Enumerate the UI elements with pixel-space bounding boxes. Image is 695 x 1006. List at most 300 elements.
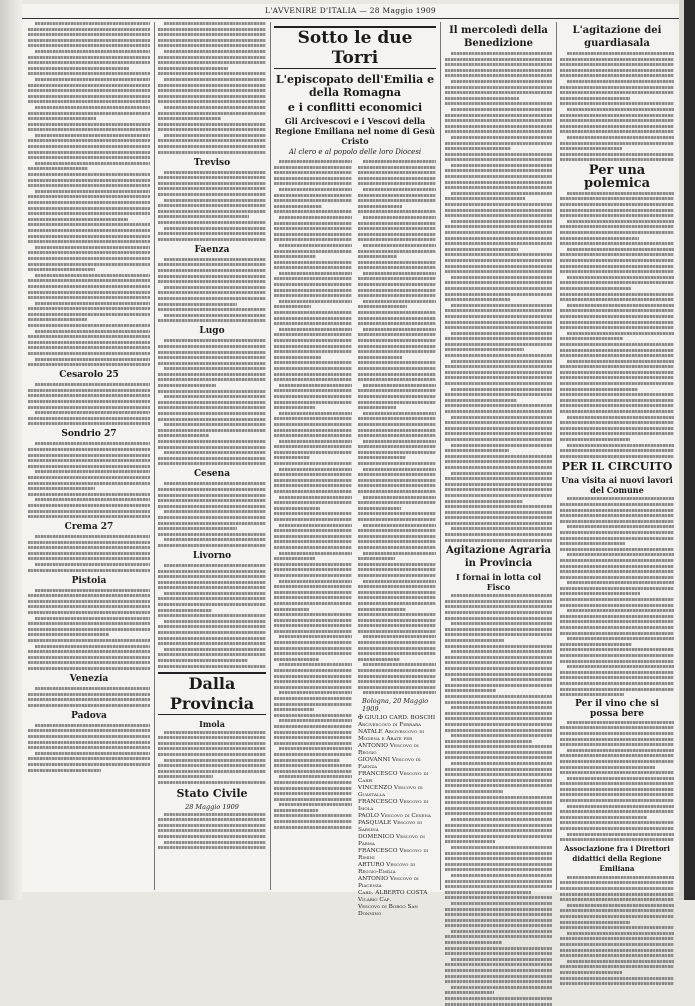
text-line — [445, 237, 552, 240]
illegible-text-block — [158, 564, 266, 668]
text-line — [445, 209, 552, 212]
text-line — [358, 171, 436, 174]
text-line — [274, 423, 352, 426]
text-line — [274, 311, 352, 314]
text-line — [560, 371, 674, 374]
text-line — [560, 760, 674, 763]
text-line — [445, 421, 552, 424]
text-line — [445, 617, 552, 620]
text-line — [28, 628, 150, 631]
text-line — [363, 300, 436, 303]
text-line — [28, 656, 150, 659]
text-line — [158, 28, 266, 31]
text-line — [445, 952, 552, 955]
text-line — [445, 142, 552, 145]
text-line — [274, 529, 352, 532]
text-line — [445, 91, 552, 94]
text-line — [560, 926, 674, 929]
text-line — [358, 266, 436, 269]
text-line — [560, 63, 674, 66]
text-line — [445, 365, 552, 368]
text-line — [445, 689, 496, 692]
text-line — [560, 893, 674, 896]
text-line — [358, 238, 436, 241]
text-line — [358, 345, 436, 348]
text-line — [560, 949, 674, 952]
text-line — [28, 735, 150, 738]
newspaper-page — [22, 4, 679, 918]
text-line — [274, 535, 352, 538]
text-line — [445, 840, 495, 843]
text-line — [279, 244, 352, 247]
text-line — [158, 457, 266, 460]
heading-lugo: Lugo — [199, 326, 225, 337]
text-line — [445, 605, 552, 608]
text-line — [35, 411, 150, 414]
text-line — [445, 438, 552, 441]
text-line — [158, 665, 266, 668]
text-line — [358, 166, 436, 169]
heading-crema: Crema 27 — [64, 522, 114, 533]
text-line — [279, 440, 352, 443]
text-line — [279, 580, 352, 583]
text-line — [274, 361, 352, 364]
text-line — [560, 388, 638, 391]
text-line — [279, 663, 352, 666]
column-4 — [445, 22, 552, 888]
text-line — [358, 675, 436, 678]
text-line — [363, 691, 436, 694]
text-line — [274, 283, 352, 286]
text-line — [445, 393, 552, 396]
text-line — [560, 954, 674, 957]
text-line — [358, 350, 436, 353]
column-5 — [560, 22, 674, 888]
text-line — [279, 412, 352, 415]
section-title-dalla-provincia: Dalla Provincia — [158, 672, 266, 715]
text-line — [158, 232, 266, 235]
text-line — [560, 214, 674, 217]
text-line — [445, 667, 552, 670]
text-line — [358, 199, 436, 202]
text-line — [28, 363, 150, 366]
text-line — [28, 318, 87, 321]
text-line — [358, 311, 436, 314]
text-line — [158, 462, 266, 465]
text-line — [274, 568, 352, 571]
text-line — [28, 207, 150, 210]
text-line — [28, 112, 150, 115]
text-line — [445, 913, 552, 916]
text-line — [560, 782, 674, 785]
text-line — [445, 321, 552, 324]
text-line — [274, 456, 310, 459]
text-line — [560, 382, 674, 385]
article-title-2: e i conflitti economici — [287, 101, 423, 114]
text-line — [28, 296, 150, 299]
text-line — [164, 813, 266, 816]
text-line — [158, 263, 266, 266]
text-line — [560, 449, 674, 452]
text-line — [274, 703, 352, 706]
text-line — [560, 337, 623, 340]
text-line — [35, 724, 150, 727]
text-line — [164, 134, 266, 137]
text-line — [560, 909, 674, 912]
text-line — [445, 119, 552, 122]
text-line — [445, 924, 552, 927]
text-line — [445, 158, 552, 161]
text-line — [358, 417, 436, 420]
text-line — [567, 136, 674, 139]
text-line — [158, 488, 266, 491]
text-line — [560, 321, 674, 324]
text-line — [279, 496, 352, 499]
text-line — [363, 635, 436, 638]
signer-line: VINCENZO Vescovo di Guastalla — [358, 785, 423, 799]
text-line — [158, 418, 266, 421]
text-line — [35, 498, 150, 501]
article-title: L'episcopato dell'Emilia e della Romagna — [275, 73, 435, 99]
text-line — [158, 614, 266, 617]
text-line — [158, 770, 266, 773]
text-line — [28, 39, 150, 42]
heading-agitazione-agraria: Agitazione Agraria in Provincia — [446, 545, 551, 570]
text-line — [28, 557, 150, 560]
text-line — [358, 261, 436, 264]
text-line — [164, 78, 266, 81]
text-line — [28, 218, 128, 221]
text-line — [35, 50, 150, 53]
text-line — [164, 564, 266, 567]
text-line — [560, 293, 674, 296]
text-line — [358, 619, 436, 622]
heading-guardiasala: L'agitazione dei guardiasala — [572, 25, 662, 49]
text-line — [560, 838, 674, 841]
text-line — [164, 423, 266, 426]
text-line — [445, 494, 552, 497]
text-line — [445, 695, 552, 698]
text-line — [451, 818, 552, 821]
text-line — [274, 563, 352, 566]
text-line — [560, 971, 622, 974]
illegible-text-block — [158, 22, 266, 154]
text-line — [451, 472, 552, 475]
text-line — [560, 259, 674, 262]
text-line — [158, 586, 266, 589]
text-line — [451, 136, 552, 139]
text-line — [274, 473, 352, 476]
text-line — [158, 128, 266, 131]
text-line — [274, 619, 352, 622]
text-line — [445, 801, 552, 804]
text-line — [445, 756, 552, 759]
text-line — [358, 602, 436, 605]
text-line — [445, 779, 552, 782]
text-line — [28, 448, 150, 451]
text-line — [560, 514, 674, 517]
text-line — [358, 462, 436, 465]
text-line — [158, 61, 266, 64]
text-line — [445, 633, 552, 636]
text-line — [274, 814, 352, 817]
text-line — [158, 291, 266, 294]
text-line — [560, 404, 674, 407]
text-line — [560, 509, 674, 512]
text-line — [158, 215, 249, 218]
text-line — [35, 190, 150, 193]
text-line — [274, 680, 352, 683]
text-line — [451, 902, 552, 905]
text-line — [358, 563, 436, 566]
text-line — [445, 97, 519, 100]
text-line — [279, 216, 352, 219]
text-line — [358, 669, 436, 672]
text-line — [560, 587, 674, 590]
text-line — [35, 383, 150, 386]
text-line — [279, 691, 352, 694]
text-line — [274, 658, 319, 661]
text-line — [560, 542, 625, 545]
text-line — [158, 145, 266, 148]
text-line — [164, 22, 266, 25]
text-line — [158, 319, 266, 322]
text-line — [445, 768, 552, 771]
text-line — [274, 798, 352, 801]
text-line — [158, 204, 266, 207]
text-line — [274, 602, 352, 605]
text-line — [28, 117, 96, 120]
text-line — [28, 605, 150, 608]
heading-benedizione: Il mercoledì della Benedizione — [449, 25, 548, 49]
text-line — [567, 932, 674, 935]
text-line — [445, 611, 552, 614]
text-line — [445, 326, 552, 329]
text-line — [567, 108, 674, 111]
text-line — [445, 455, 552, 458]
text-line — [363, 496, 436, 499]
text-line — [567, 525, 674, 528]
text-line — [28, 184, 150, 187]
text-line — [28, 569, 150, 572]
text-line — [274, 401, 352, 404]
text-line — [28, 394, 150, 397]
text-line — [567, 444, 674, 447]
text-line — [445, 807, 552, 810]
text-line — [445, 947, 552, 950]
text-line — [560, 565, 674, 568]
text-line — [28, 459, 150, 462]
text-line — [445, 343, 552, 346]
text-line — [274, 389, 352, 392]
text-line — [445, 63, 552, 66]
text-line — [274, 406, 315, 409]
text-line — [358, 361, 436, 364]
text-line — [363, 468, 436, 471]
text-line — [274, 725, 352, 728]
text-line — [567, 52, 674, 55]
text-line — [358, 367, 436, 370]
text-line — [560, 130, 674, 133]
text-line — [158, 642, 266, 645]
text-line — [274, 429, 352, 432]
text-line — [560, 142, 674, 145]
illegible-text-block — [158, 813, 266, 850]
text-line — [28, 622, 150, 625]
text-line — [164, 538, 266, 541]
text-line — [158, 44, 266, 47]
text-line — [158, 631, 266, 634]
text-line — [445, 511, 552, 514]
text-line — [274, 540, 352, 543]
text-line — [28, 763, 150, 766]
text-line — [358, 518, 436, 521]
text-line — [279, 468, 352, 471]
text-line — [445, 829, 552, 832]
text-line — [274, 166, 352, 169]
text-line — [274, 210, 352, 213]
text-line — [164, 841, 266, 844]
text-line — [279, 300, 352, 303]
text-line — [358, 529, 436, 532]
text-line — [35, 752, 150, 755]
text-line — [451, 52, 552, 55]
illegible-text-block — [158, 482, 266, 547]
text-line — [164, 451, 266, 454]
text-line — [158, 308, 266, 311]
text-line — [28, 72, 150, 75]
text-line — [358, 546, 436, 549]
text-line — [560, 281, 674, 284]
text-line — [358, 194, 436, 197]
text-line — [445, 466, 552, 469]
text-line — [451, 108, 552, 111]
text-line — [274, 697, 352, 700]
illegible-text-block — [560, 721, 674, 841]
text-line — [358, 624, 436, 627]
text-line — [28, 417, 150, 420]
text-line — [28, 313, 150, 316]
text-line — [358, 356, 402, 359]
text-line — [445, 399, 517, 402]
text-line — [358, 490, 436, 493]
text-line — [358, 680, 436, 683]
text-line — [358, 401, 436, 404]
text-line — [158, 193, 266, 196]
text-line — [158, 527, 237, 530]
text-line — [158, 846, 266, 849]
text-line — [274, 820, 352, 823]
text-line — [358, 535, 436, 538]
heading-cesena: Cesena — [193, 469, 231, 480]
text-line — [158, 581, 266, 584]
text-line — [158, 303, 237, 306]
text-line — [274, 669, 352, 672]
illegible-text-block — [28, 589, 150, 670]
text-line — [445, 745, 552, 748]
text-line — [560, 86, 674, 89]
text-line — [274, 490, 352, 493]
text-line — [158, 653, 266, 656]
text-line — [445, 975, 552, 978]
text-line — [358, 227, 436, 230]
text-line — [274, 652, 352, 655]
illegible-text-block — [28, 724, 150, 772]
text-line — [451, 734, 552, 737]
text-line — [560, 231, 674, 234]
text-line — [274, 333, 352, 336]
text-line — [158, 139, 266, 142]
text-line — [164, 510, 266, 513]
signers-list — [358, 715, 436, 918]
text-line — [445, 673, 552, 676]
text-line — [158, 373, 266, 376]
text-line — [164, 482, 266, 485]
text-line — [451, 444, 552, 447]
text-line — [274, 826, 352, 829]
text-line — [560, 982, 674, 985]
text-line — [28, 650, 150, 653]
text-line — [363, 663, 436, 666]
text-line — [567, 904, 674, 907]
text-line — [358, 540, 436, 543]
text-line — [358, 373, 436, 376]
heading-stato-civile: Stato Civile — [176, 786, 248, 800]
text-line — [560, 965, 674, 968]
text-line — [35, 563, 150, 566]
text-line — [358, 406, 396, 409]
text-line — [560, 898, 674, 901]
text-line — [451, 594, 552, 597]
text-line — [560, 693, 624, 696]
text-line — [445, 214, 552, 217]
text-line — [445, 231, 552, 234]
text-line — [445, 997, 552, 1000]
text-line — [164, 620, 266, 623]
text-line — [358, 177, 436, 180]
text-line — [158, 434, 209, 437]
text-line — [560, 643, 632, 646]
text-line — [363, 440, 436, 443]
text-line — [445, 941, 502, 944]
column-rule — [556, 22, 557, 890]
signer-line: PAOLO Vescovo di Cesena — [358, 813, 431, 820]
text-line — [274, 255, 316, 258]
text-line — [560, 147, 622, 150]
text-line — [567, 665, 674, 668]
text-line — [158, 570, 266, 573]
text-line — [28, 263, 150, 266]
text-line — [445, 857, 552, 860]
text-line — [28, 324, 150, 327]
text-line — [274, 445, 352, 448]
text-line — [28, 335, 150, 338]
text-line — [445, 270, 552, 273]
text-line — [28, 100, 150, 103]
text-line — [445, 852, 552, 855]
text-line — [445, 991, 494, 994]
text-line — [274, 731, 352, 734]
text-line — [445, 784, 552, 787]
heading-padova: Padova — [71, 710, 107, 721]
text-line — [445, 298, 510, 301]
text-line — [274, 764, 352, 767]
text-line — [274, 233, 352, 236]
text-line — [445, 980, 552, 983]
text-line — [358, 574, 436, 577]
signer-line: ANTONIO Vescovo di Reggio — [358, 743, 419, 757]
text-line — [28, 89, 150, 92]
